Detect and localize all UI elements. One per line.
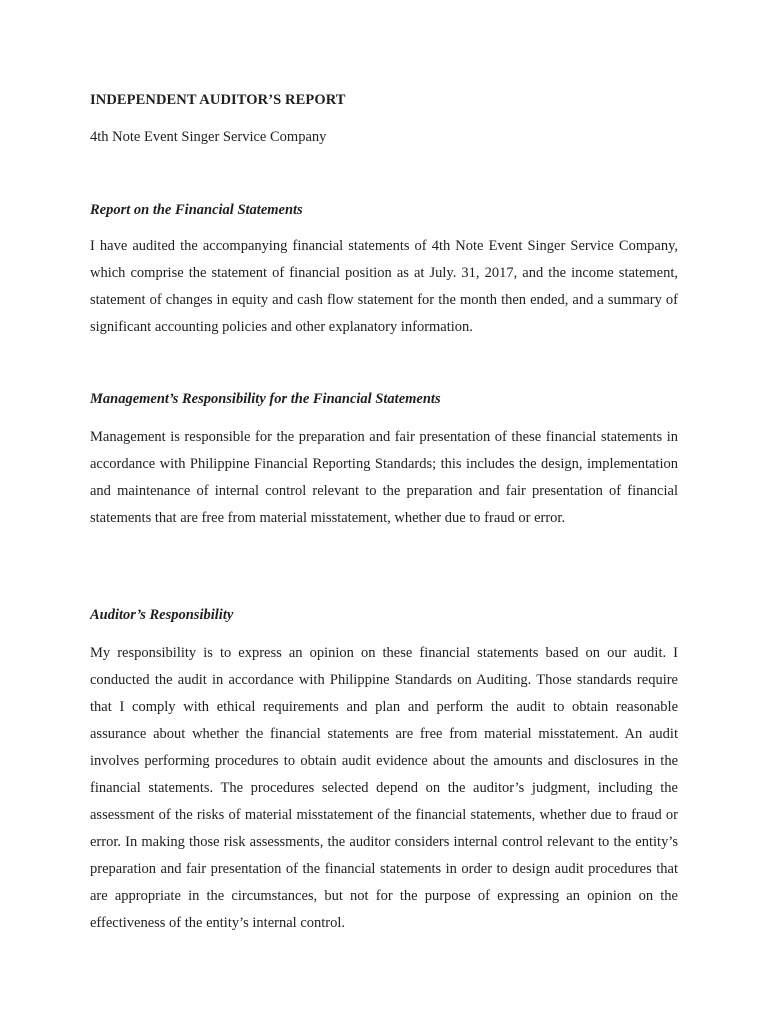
section-heading-management-responsibility: Management’s Responsibility for the Financial Statements bbox=[90, 391, 441, 407]
company-name: 4th Note Event Singer Service Company bbox=[90, 129, 327, 145]
section-body-report-on-financial-statements: I have audited the accompanying financial statements of 4th Note Event Singer Service Company, which comprise the statement of financial position as at July. 31, 2017, and the income statement, statement of changes in equity and cash flow statement for the month then ended, and a summary of significant accounting policies and other explanatory information. bbox=[90, 238, 678, 335]
section-body-auditor-responsibility: My responsibility is to express an opinion on these financial statements based on our audit. I conducted the audit in accordance with Philippine Standards on Auditing. Those standards require that I comply with ethical requirements and plan and perform the audit to obtain reasonable assurance about whether the financial statements are free from material misstatement. An audit involves performing procedures to obtain audit evidence about the amounts and disclosures in the financial statements. The procedures selected depend on the auditor’s judgment, including the assessment of the risks of material misstatement of the financial statements, whether due to fraud or error. In making those risk assessments, the auditor considers internal control relevant to the entity’s preparation and fair presentation of the financial statements in order to design audit procedures that are appropriate in the circumstances, but not for the purpose of expressing an opinion on the effectiveness of the entity’s internal control. bbox=[90, 645, 678, 931]
section-heading-auditor-responsibility: Auditor’s Responsibility bbox=[90, 607, 234, 623]
section-heading-report-on-financial-statements: Report on the Financial Statements bbox=[90, 202, 303, 218]
section-body-management-responsibility: Management is responsible for the preparation and fair presentation of these financial statements in accordance with Philippine Financial Reporting Standards; this includes the design, implementation and maintenance of internal control relevant to the preparation and fair presentation of financial statements that are free from material misstatement, whether due to fraud or error. bbox=[90, 429, 678, 526]
report-title: INDEPENDENT AUDITOR’S REPORT bbox=[90, 92, 346, 108]
